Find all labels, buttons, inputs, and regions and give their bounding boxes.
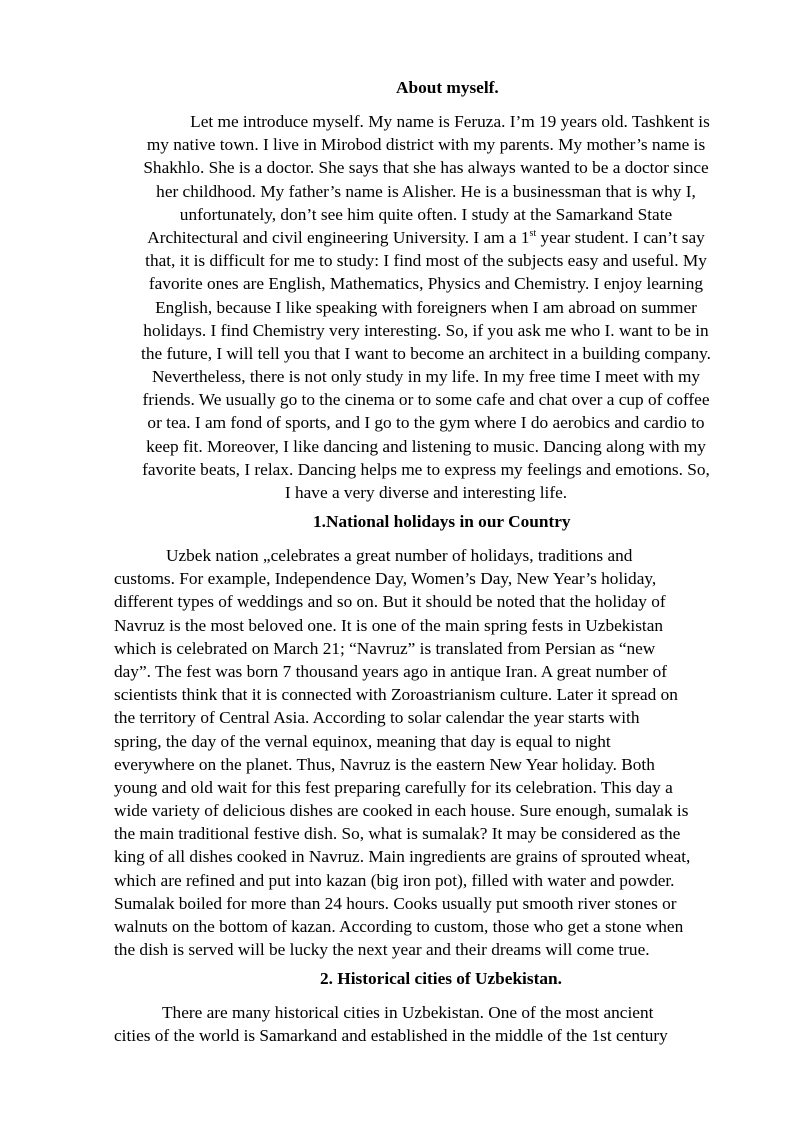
cities-line-2: cities of the world is Samarkand and established in the middle of the 1st century xyxy=(114,1026,668,1046)
cities-title: 2. Historical cities of Uzbekistan. xyxy=(320,969,562,988)
about-line-2: my native town. I live in Mirobod district with my parents. My mother’s name is xyxy=(146,135,706,155)
holidays-line-7: scientists think that it is connected with Zoroastrianism culture. Later it spread on xyxy=(114,685,678,705)
about-line-6 xyxy=(112,226,740,249)
holidays-line-4: Navruz is the most beloved one. It is one of the main spring fests in Uzbekistan xyxy=(114,615,664,635)
holidays-line-14: king of all dishes cooked in Navruz. Main ingredients are grains of sprouted wheat, xyxy=(114,847,691,867)
about-line-11: the future, I will tell you that I want to become an architect in a building company. xyxy=(141,343,711,363)
holidays-line-16: Sumalak boiled for more than 24 hours. Cooks usually put smooth river stones or xyxy=(114,893,677,913)
about-line-17: I have a very diverse and interesting life. xyxy=(284,483,568,502)
about-paragraph xyxy=(112,110,740,504)
about-line-6-after: year student. I can’t say xyxy=(536,227,705,247)
about-line-12: Nevertheless, there is not only study in my life. In my free time I meet with my xyxy=(151,367,701,387)
about-line-3: Shakhlo. She is a doctor. She says that she has always wanted to be a doctor since xyxy=(143,158,709,178)
holidays-line-5: which is celebrated on March 21; “Navruz” is translated from Persian as “new xyxy=(114,638,656,658)
about-line-6-before: Architectural and civil engineering University. I am a 1 xyxy=(147,227,530,247)
about-line-1: Let me introduce myself. My name is Feruza. I’m 19 years old. Tashkent is xyxy=(190,112,710,131)
holidays-line-6: day”. The fest was born 7 thousand years ago in antique Iran. A great number of xyxy=(114,661,667,681)
ordinal-superscript: st xyxy=(529,227,537,239)
about-line-9: English, because I like speaking with foreigners when I am abroad on summer xyxy=(155,297,697,317)
about-line-13: friends. We usually go to the cinema or to some cafe and chat over a cup of coffee xyxy=(142,390,710,410)
about-line-10: holidays. I find Chemistry very interesting. So, if you ask me who I. want to be in xyxy=(143,320,709,340)
about-line-14: or tea. I am fond of sports, and I go to the gym where I do aerobics and cardio to xyxy=(147,413,705,433)
holidays-line-15: which are refined and put into kazan (big iron pot), filled with water and powder. xyxy=(114,870,675,890)
cities-line-1: There are many historical cities in Uzbekistan. One of the most ancient xyxy=(162,1003,654,1022)
holidays-line-12: wide variety of delicious dishes are cooked in each house. Sure enough, sumalak is xyxy=(114,801,689,821)
about-line-7: that, it is difficult for me to study: I find most of the subjects easy and useful. My xyxy=(145,251,707,271)
about-line-16: favorite beats, I relax. Dancing helps me to express my feelings and emotions. So, xyxy=(142,459,710,479)
holidays-line-11: young and old wait for this fest preparing carefully for its celebration. This day a xyxy=(114,777,673,797)
holidays-paragraph xyxy=(114,544,742,961)
holidays-line-17: walnuts on the bottom of kazan. According to custom, those who get a stone when xyxy=(114,917,684,936)
holidays-line-2: customs. For example, Independence Day, Women’s Day, New Year’s holiday, xyxy=(114,569,657,589)
holidays-line-1: Uzbek nation „celebrates a great number of holidays, traditions and xyxy=(166,546,633,565)
about-line-4: her childhood. My father’s name is Alisher. He is a businessman that is why I, xyxy=(156,181,696,201)
about-title: About myself. xyxy=(396,78,499,97)
holidays-line-10: everywhere on the planet. Thus, Navruz is the eastern New Year holiday. Both xyxy=(114,754,655,774)
holidays-line-8: the territory of Central Asia. According to solar calendar the year starts with xyxy=(114,708,640,728)
about-line-8: favorite ones are English, Mathematics, Physics and Chemistry. I enjoy learning xyxy=(148,274,704,294)
holidays-title: 1.National holidays in our Country xyxy=(313,512,571,531)
cities-paragraph xyxy=(114,1001,742,1047)
holidays-line-3: different types of weddings and so on. But it should be noted that the holiday of xyxy=(114,592,666,612)
holidays-line-9: spring, the day of the vernal equinox, meaning that day is equal to night xyxy=(114,731,611,751)
holidays-line-13: the main traditional festive dish. So, what is sumalak? It may be considered as the xyxy=(114,824,681,844)
about-line-15: keep fit. Moreover, I like dancing and listening to music. Dancing along with my xyxy=(146,436,706,456)
holidays-line-18: the dish is served will be lucky the next year and their dreams will come true. xyxy=(114,940,650,960)
about-line-5: unfortunately, don’t see him quite often. I study at the Samarkand State xyxy=(179,204,673,224)
